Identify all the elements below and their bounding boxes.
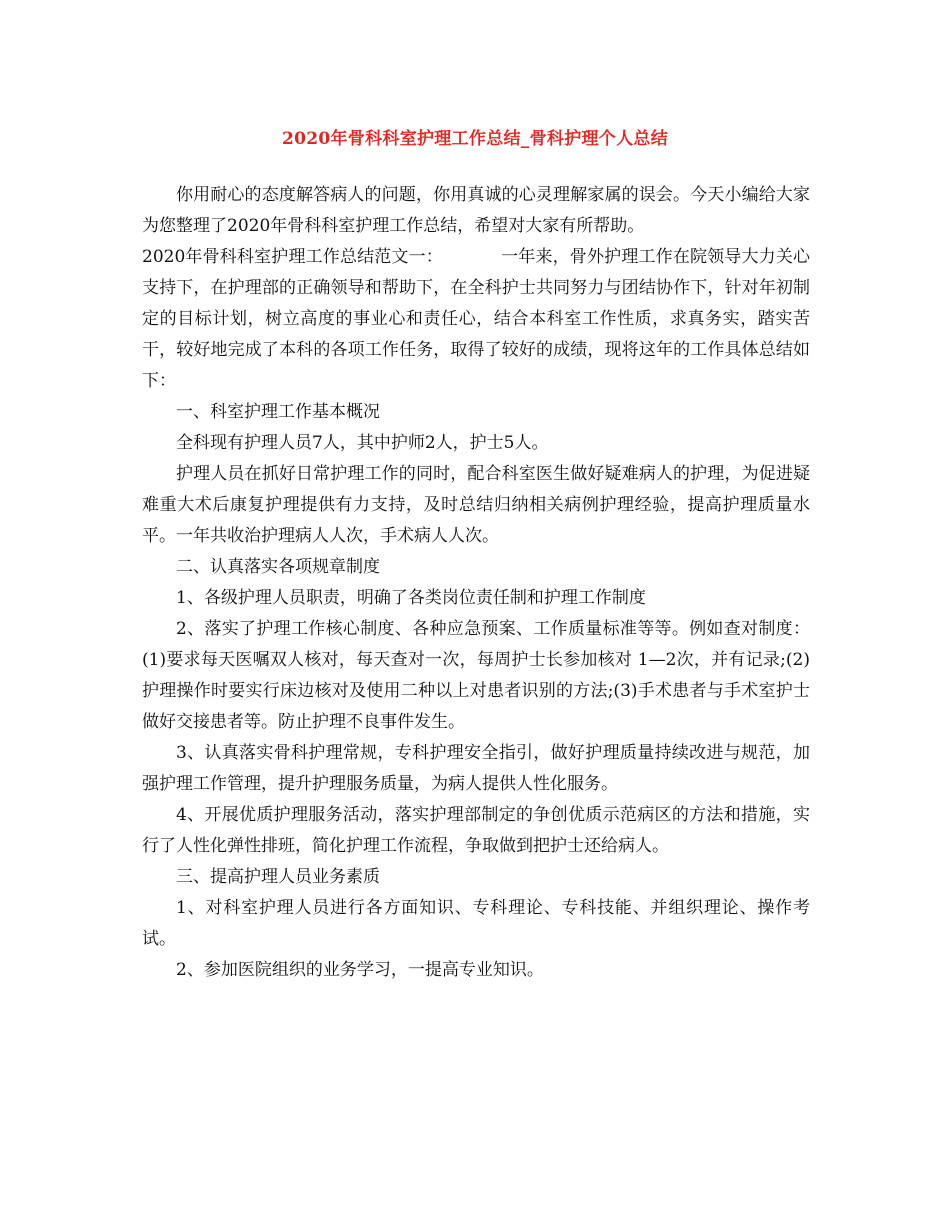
sample-label: 2020年骨科科室护理工作总结范文一： bbox=[142, 247, 443, 267]
section-heading-1: 一、科室护理工作基本概况 bbox=[176, 402, 380, 422]
section3-item-2: 2、参加医院组织的业务学习，一提高专业知识。 bbox=[176, 960, 544, 980]
section2-item-4: 4、开展优质护理服务活动，落实护理部制定的争创优质示范病区的方法和措施，实行了人性化弹性排班，简化护理工作流程，争取做到把护士还给病人。 bbox=[142, 805, 810, 856]
intro-paragraph: 你用耐心的态度解答病人的问题，你用真诚的心灵理解家属的误会。今天小编给大家为您整理了2020年骨科科室护理工作总结，希望对大家有所帮助。 bbox=[142, 185, 810, 236]
section2-item-2: 2、落实了护理工作核心制度、各种应急预案、工作质量标准等等。例如查对制度：(1)要求每天医嘱双人核对，每天查对一次，每周护士长参加核对 1—2次，并有记录;(2)护理操作时要实行床边核对及使用二种以上对患者识别的方法;(3)手术患者与手术室护士做好交接患者等。防止护理不良事件发生。 bbox=[142, 619, 810, 732]
section-heading-3: 三、提高护理人员业务素质 bbox=[176, 867, 380, 887]
section3-item-1: 1、对科室护理人员进行各方面知识、专科理论、专科技能、并组织理论、操作考试。 bbox=[142, 898, 810, 949]
sample-text: 一年来，骨外护理工作在院领导大力关心支持下，在护理部的正确领导和帮助下，在全科护士共同努力与团结协作下，针对年初制定的目标计划，树立高度的事业心和责任心，结合本科室工作性质，求真务实，踏实苦干，较好地完成了本科的各项工作任务，取得了较好的成绩，现将这年的工作具体总结如下： bbox=[142, 247, 811, 391]
section2-item-3: 3、认真落实骨科护理常规，专科护理安全指引，做好护理质量持续改进与规范，加强护理工作管理，提升护理服务质量，为病人提供人性化服务。 bbox=[142, 743, 810, 794]
section1-paragraph-2: 护理人员在抓好日常护理工作的同时，配合科室医生做好疑难病人的护理，为促进疑难重大术后康复护理提供有力支持，及时总结归纳相关病例护理经验，提高护理质量水平。一年共收治护理病人人次，手术病人人次。 bbox=[142, 464, 810, 546]
section1-paragraph-1: 全科现有护理人员7人，其中护师2人，护士5人。 bbox=[176, 433, 549, 453]
section2-item-1: 1、各级护理人员职责，明确了各类岗位责任制和护理工作制度 bbox=[176, 588, 646, 608]
sample-paragraph bbox=[142, 242, 810, 397]
document-title: 2020年骨科科室护理工作总结_骨科护理个人总结 bbox=[281, 129, 668, 149]
document-body bbox=[142, 180, 810, 986]
section-heading-2: 二、认真落实各项规章制度 bbox=[176, 557, 380, 577]
